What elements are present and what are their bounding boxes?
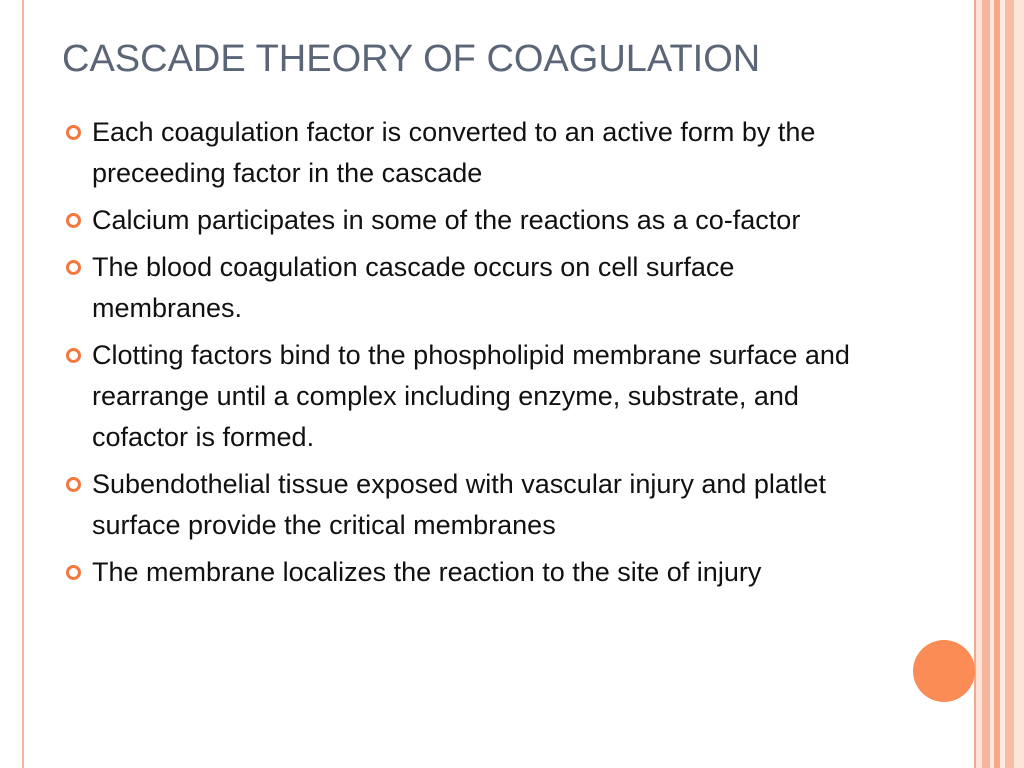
bullet-list: [66, 112, 886, 599]
hollow-circle-bullet-icon: [66, 213, 81, 228]
bullet-text: The blood coagulation cascade occurs on cell surface membranes.: [92, 252, 735, 323]
stripe: [982, 0, 990, 768]
bullet-item: [66, 112, 886, 194]
bullet-item: [66, 247, 886, 329]
bullet-item: [66, 200, 886, 241]
bullet-item: [66, 552, 886, 593]
orange-circle-decoration: [913, 640, 975, 702]
bullet-text: Calcium participates in some of the reactions as a co-factor: [92, 205, 801, 235]
bullet-text: Subendothelial tissue exposed with vascular injury and platlet surface provide the critical membranes: [92, 469, 826, 540]
bullet-text: Clotting factors bind to the phospholipid membrane surface and rearrange until a complex including enzyme, substrate, and cofactor is formed.: [92, 340, 850, 452]
hollow-circle-bullet-icon: [66, 125, 81, 140]
hollow-circle-bullet-icon: [66, 260, 81, 275]
bullet-item: [66, 464, 886, 546]
stripe: [1014, 0, 1024, 768]
hollow-circle-bullet-icon: [66, 348, 81, 363]
hollow-circle-bullet-icon: [66, 477, 81, 492]
slide-title: CASCADE THEORY OF COAGULATION: [62, 38, 761, 80]
right-decorative-band: [974, 0, 1024, 768]
bullet-text: The membrane localizes the reaction to the site of injury: [92, 557, 762, 587]
stripe: [1005, 0, 1014, 768]
left-border-line: [22, 0, 24, 768]
bullet-text: Each coagulation factor is converted to an active form by the preceeding factor in the cascade: [92, 117, 816, 188]
hollow-circle-bullet-icon: [66, 565, 81, 580]
bullet-item: [66, 335, 886, 458]
